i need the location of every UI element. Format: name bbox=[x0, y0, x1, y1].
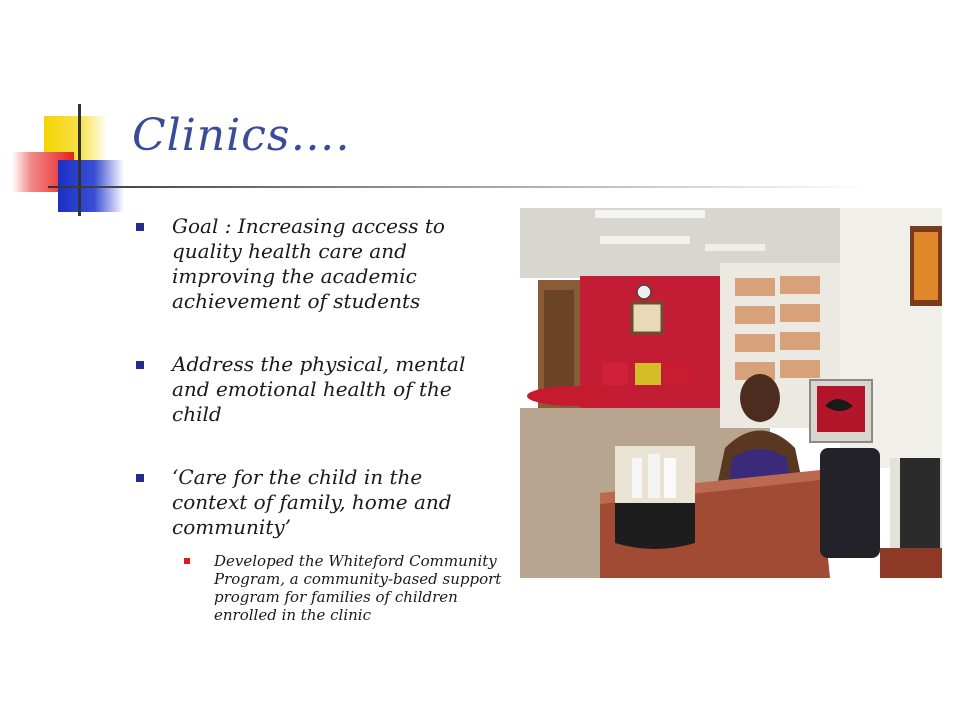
bullet-marker bbox=[136, 361, 144, 369]
bullet-text: ‘Care for the child in the context of family, home and community’ bbox=[172, 465, 452, 539]
bullet-care bbox=[132, 465, 502, 540]
bullet-text: Goal : Increasing access to quality health care and improving the academic achievement of students bbox=[172, 214, 445, 313]
sub-bullet-program bbox=[132, 552, 514, 624]
clinic-photo bbox=[520, 208, 942, 578]
bullet-list bbox=[132, 214, 502, 624]
slide-title: Clinics…. bbox=[132, 110, 351, 161]
bullet-marker bbox=[136, 474, 144, 482]
bullet-marker bbox=[136, 223, 144, 231]
sub-bullet-marker bbox=[184, 558, 190, 564]
sub-bullet-text: Developed the Whiteford Community Program, a community-based support program for families of children enrolled in the clinic bbox=[214, 552, 502, 624]
bullet-text: Address the physical, mental and emotional health of the child bbox=[172, 352, 466, 426]
bullet-health bbox=[132, 352, 502, 427]
clinic-reception-image bbox=[520, 208, 942, 578]
title-underline bbox=[48, 186, 868, 188]
bullet-goal bbox=[132, 214, 502, 314]
decor-vertical-line bbox=[78, 104, 81, 216]
